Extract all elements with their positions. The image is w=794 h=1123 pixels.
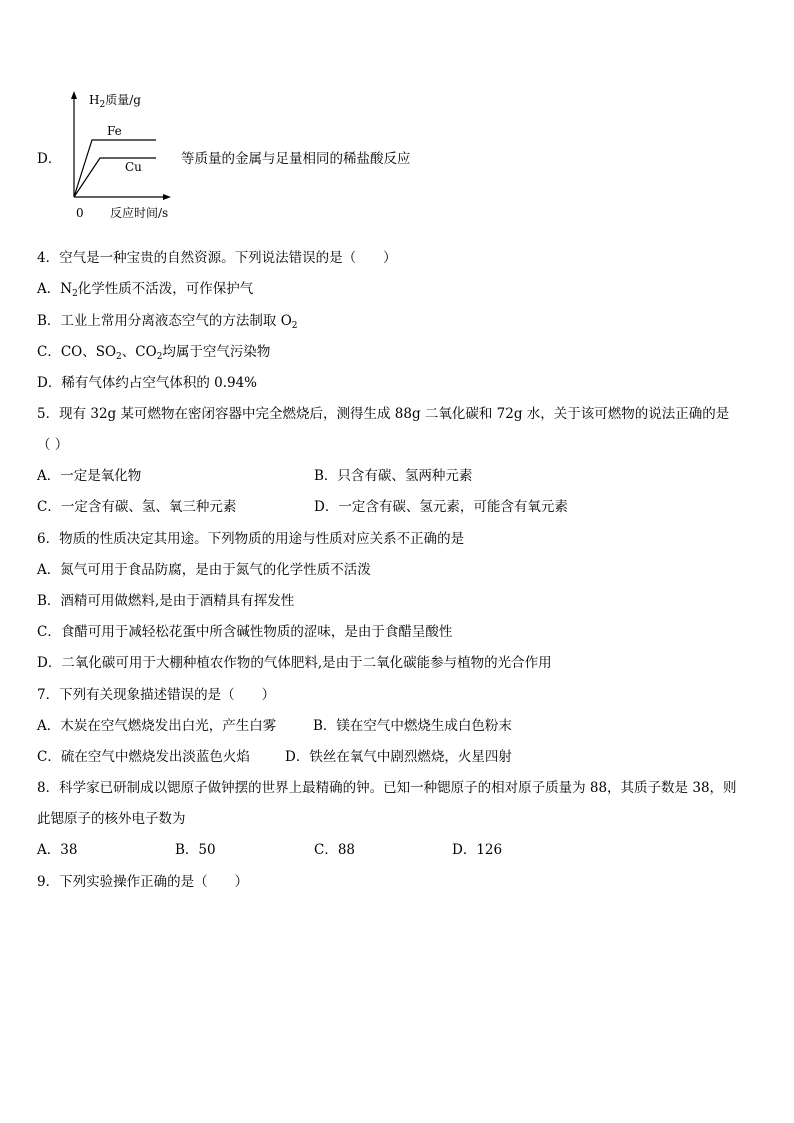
- origin-label: 0: [76, 206, 84, 220]
- q5-option-b: B．只含有碳、氢两种元素: [314, 468, 473, 484]
- q6-stem: 6．物质的性质决定其用途。下列物质的用途与性质对应关系不正确的是: [37, 531, 465, 547]
- q7-option-a: A．木炭在空气燃烧发出白光，产生白雾: [37, 718, 277, 734]
- q9-stem: 9．下列实验操作正确的是（ ）: [37, 874, 249, 890]
- q8-option-b: B．50: [175, 842, 216, 858]
- q5-paren: （ ）: [37, 437, 69, 453]
- option-d-label: D．: [37, 151, 62, 167]
- q4-stem: 4．空气是一种宝贵的自然资源。下列说法错误的是（ ）: [37, 250, 397, 266]
- graph-caption: 等质量的金属与足量相同的稀盐酸反应: [181, 151, 411, 167]
- q7-stem: 7．下列有关现象描述错误的是（ ）: [37, 687, 276, 703]
- y-axis-label: $H_2$质量/g: [89, 93, 141, 110]
- cu-label: Cu: [125, 160, 142, 174]
- q6-option-c: C．食醋可用于减轻松花蛋中所含碱性物质的涩味，是由于食醋呈酸性: [37, 624, 453, 640]
- q7-option-b: B．镁在空气中燃烧生成白色粉末: [313, 718, 512, 734]
- x-axis-label: 反应时间/s: [110, 206, 169, 220]
- q4-option-d: D．稀有气体约占空气体积的 0.94%: [37, 375, 258, 391]
- q5-option-c: C．一定含有碳、氢、氧三种元素: [37, 499, 237, 515]
- q6-option-b: B．酒精可用做燃料,是由于酒精具有挥发性: [37, 593, 295, 609]
- q4-option-a: A．$N_2$化学性质不活泼，可作保护气: [37, 281, 254, 299]
- q4-option-c: C．CO、$SO_2$、$CO_2$均属于空气污染物: [37, 344, 271, 362]
- q8-option-d: D．126: [452, 842, 503, 858]
- fe-curve: [74, 140, 156, 197]
- q8-option-c: C．88: [314, 842, 356, 858]
- q5-option-a: A．一定是氧化物: [37, 468, 142, 484]
- q7-option-c: C．硫在空气中燃烧发出淡蓝色火焰: [37, 749, 250, 765]
- q6-option-a: A．氮气可用于食品防腐，是由于氮气的化学性质不活泼: [37, 562, 371, 578]
- q4-option-b: B．工业上常用分离液态空气的方法制取 $O_2$: [37, 313, 298, 331]
- fe-label: Fe: [107, 124, 122, 138]
- q5-option-d: D．一定含有碳、氢元素，可能含有氧元素: [314, 499, 568, 515]
- y-axis-arrow: [71, 91, 77, 99]
- cu-curve: [74, 158, 156, 197]
- q8-stem-line1: 8．科学家已研制成以锶原子做钟摆的世界上最精确的钟。已知一种锶原子的相对原子质量为 88，其质子数是 38，则: [37, 780, 737, 796]
- q6-option-d: D．二氧化碳可用于大棚种植农作物的气体肥料,是由于二氧化碳能参与植物的光合作用: [37, 655, 552, 671]
- q8-option-a: A．38: [37, 842, 78, 858]
- q8-stem-line2: 此锶原子的核外电子数为: [37, 811, 186, 827]
- q7-option-d: D．铁丝在氧气中剧烈燃烧，火星四射: [285, 749, 512, 765]
- q5-stem: 5．现有 32g 某可燃物在密闭容器中完全燃烧后，测得生成 88g 二氧化碳和 72g 水，关于该可燃物的说法正确的是: [37, 406, 730, 422]
- x-axis-arrow: [163, 194, 171, 200]
- h2-mass-graph: [0, 0, 794, 230]
